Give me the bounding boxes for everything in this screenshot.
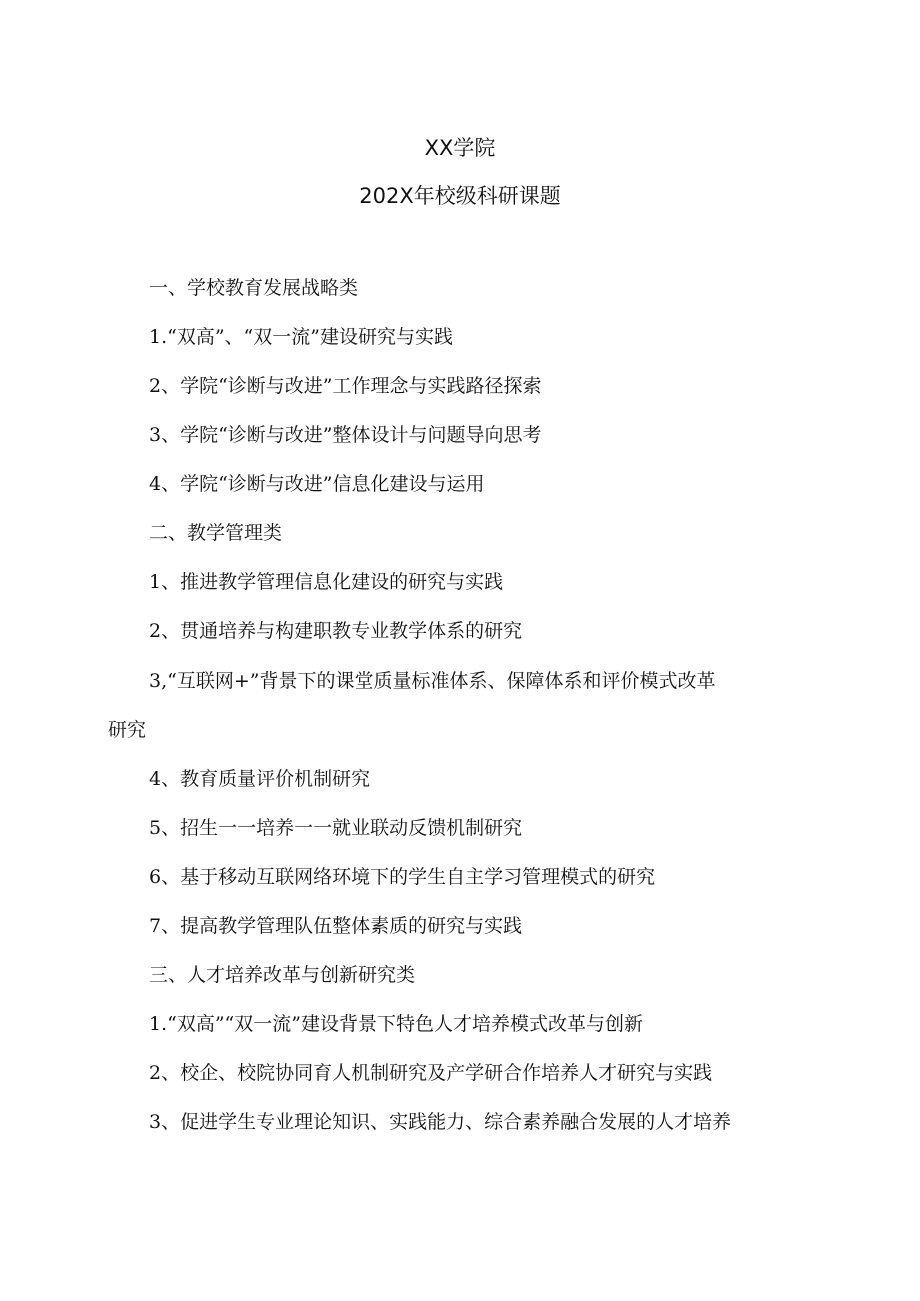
- list-item: 3,“互联网+”背景下的课堂质量标准体系、保障体系和评价模式改革: [149, 670, 716, 692]
- document-title-institution: XX学院: [424, 136, 496, 160]
- list-item: 1、推进教学管理信息化建设的研究与实践: [149, 571, 504, 593]
- list-item: 3、促进学生专业理论知识、实践能力、综合素养融合发展的人才培养: [149, 1111, 732, 1133]
- list-item: 6、基于移动互联网络环境下的学生自主学习管理模式的研究: [149, 866, 656, 888]
- list-item: 4、学院“诊断与改进”信息化建设与运用: [149, 473, 485, 495]
- list-item: 5、招生一一培养一一就业联动反馈机制研究: [149, 817, 523, 839]
- list-item: 2、校企、校院协同育人机制研究及产学研合作培养人才研究与实践: [149, 1062, 713, 1084]
- list-item: 4、教育质量评价机制研究: [149, 768, 371, 790]
- list-item: 2、贯通培养与构建职教专业教学体系的研究: [149, 620, 523, 642]
- list-item: 2、学院“诊断与改进”工作理念与实践路径探索: [149, 375, 542, 397]
- document-title-topic: 202X年校级科研课题: [359, 184, 561, 208]
- list-item: 3、学院“诊断与改进”整体设计与问题导向思考: [149, 424, 542, 446]
- list-item-continuation: 研究: [108, 719, 147, 741]
- section-heading-talent-cultivation: 三、人才培养改革与创新研究类: [149, 964, 416, 986]
- list-item: 1.“双高”“双一流”建设背景下特色人才培养模式改革与创新: [149, 1013, 643, 1035]
- list-item: 1.“双高”、“双一流”建设研究与实践: [149, 326, 453, 348]
- section-heading-strategy: 一、学校教育发展战略类: [149, 277, 359, 299]
- list-item: 7、提高教学管理队伍整体素质的研究与实践: [149, 915, 523, 937]
- section-heading-teaching-management: 二、教学管理类: [149, 522, 283, 544]
